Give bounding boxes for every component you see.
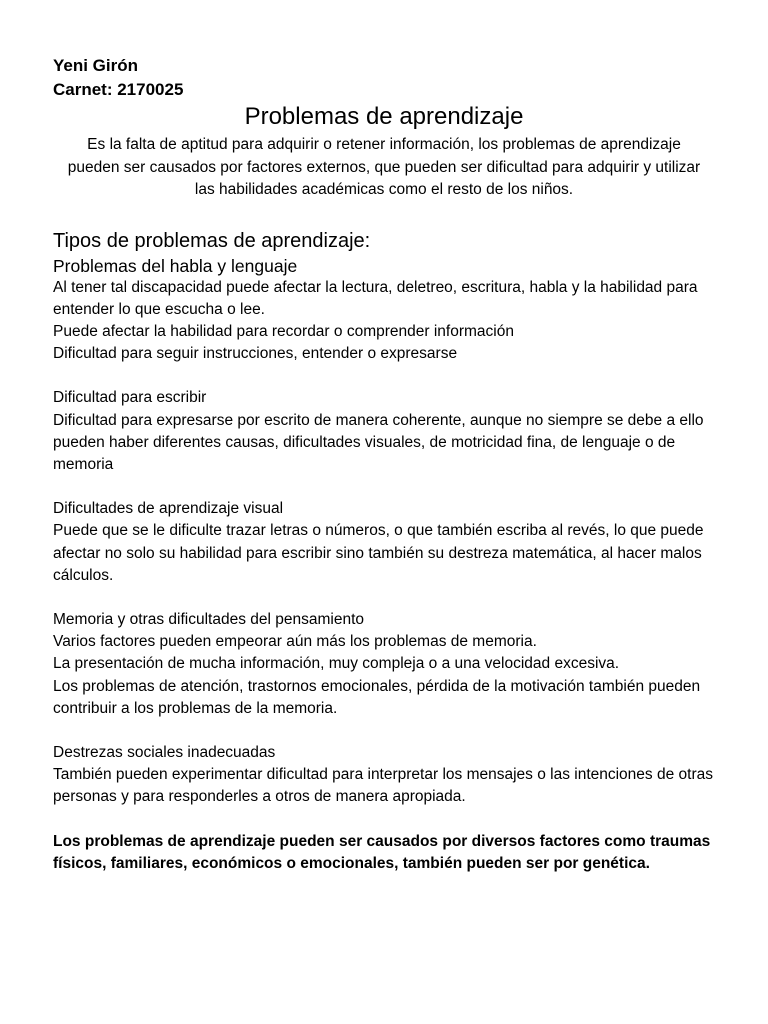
section-writing-difficulty	[53, 387, 715, 476]
section-heading: Dificultad para escribir	[53, 389, 207, 407]
section-heading: Destrezas sociales inadecuadas	[53, 743, 276, 761]
section-paragraph: También pueden experimentar dificultad para interpretar los mensajes o las intenciones de otras personas y para responderles a otros de manera apropiada.	[53, 766, 713, 806]
section-heading: Problemas del habla y lenguaje	[53, 255, 298, 276]
conclusion-paragraph: Los problemas de aprendizaje pueden ser causados por diversos factores como traumas físicos, familiares, económicos o emocionales, también pueden ser por genética.	[53, 832, 711, 872]
section-heading: Memoria y otras dificultades del pensamiento	[53, 610, 365, 628]
section-paragraph: Varios factores pueden empeorar aún más los problemas de memoria.	[53, 633, 537, 651]
section-social-skills	[53, 742, 715, 809]
types-heading: Tipos de problemas de aprendizaje:	[53, 229, 371, 252]
section-speech-language	[53, 255, 715, 366]
author-carnet: Carnet: 2170025	[53, 80, 184, 99]
section-paragraph: Puede afectar la habilidad para recordar o comprender información	[53, 322, 514, 340]
section-paragraph: Puede que se le dificulte trazar letras o números, o que también escriba al revés, lo que puede afectar no solo su habilidad para escribir sino también su destreza matemática, al hacer malos cálculos.	[53, 522, 704, 584]
intro-paragraph: Es la falta de aptitud para adquirir o retener información, los problemas de aprendizaje pueden ser causados por factores externos, que pueden ser dificultad para adquirir y utilizar las habilidades académicas como el resto de los niños.	[67, 136, 701, 198]
section-paragraph: Al tener tal discapacidad puede afectar la lectura, deletreo, escritura, habla y la habilidad para entender lo que escucha o lee.	[53, 278, 698, 318]
section-paragraph: Dificultad para seguir instrucciones, entender o expresarse	[53, 345, 458, 363]
section-paragraph: Los problemas de atención, trastornos emocionales, pérdida de la motivación también pueden contribuir a los problemas de la memoria.	[53, 677, 701, 717]
section-visual-learning	[53, 498, 715, 587]
section-paragraph: La presentación de mucha información, muy compleja o a una velocidad excesiva.	[53, 655, 620, 673]
section-heading: Dificultades de aprendizaje visual	[53, 500, 284, 518]
section-memory-thinking	[53, 609, 715, 720]
document-title: Problemas de aprendizaje	[244, 103, 524, 130]
author-name: Yeni Girón	[53, 56, 139, 75]
section-paragraph: Dificultad para expresarse por escrito de manera coherente, aunque no siempre se debe a ello pueden haber diferentes causas, dificultades visuales, de motricidad fina, de lenguaje o de memoria	[53, 411, 704, 473]
